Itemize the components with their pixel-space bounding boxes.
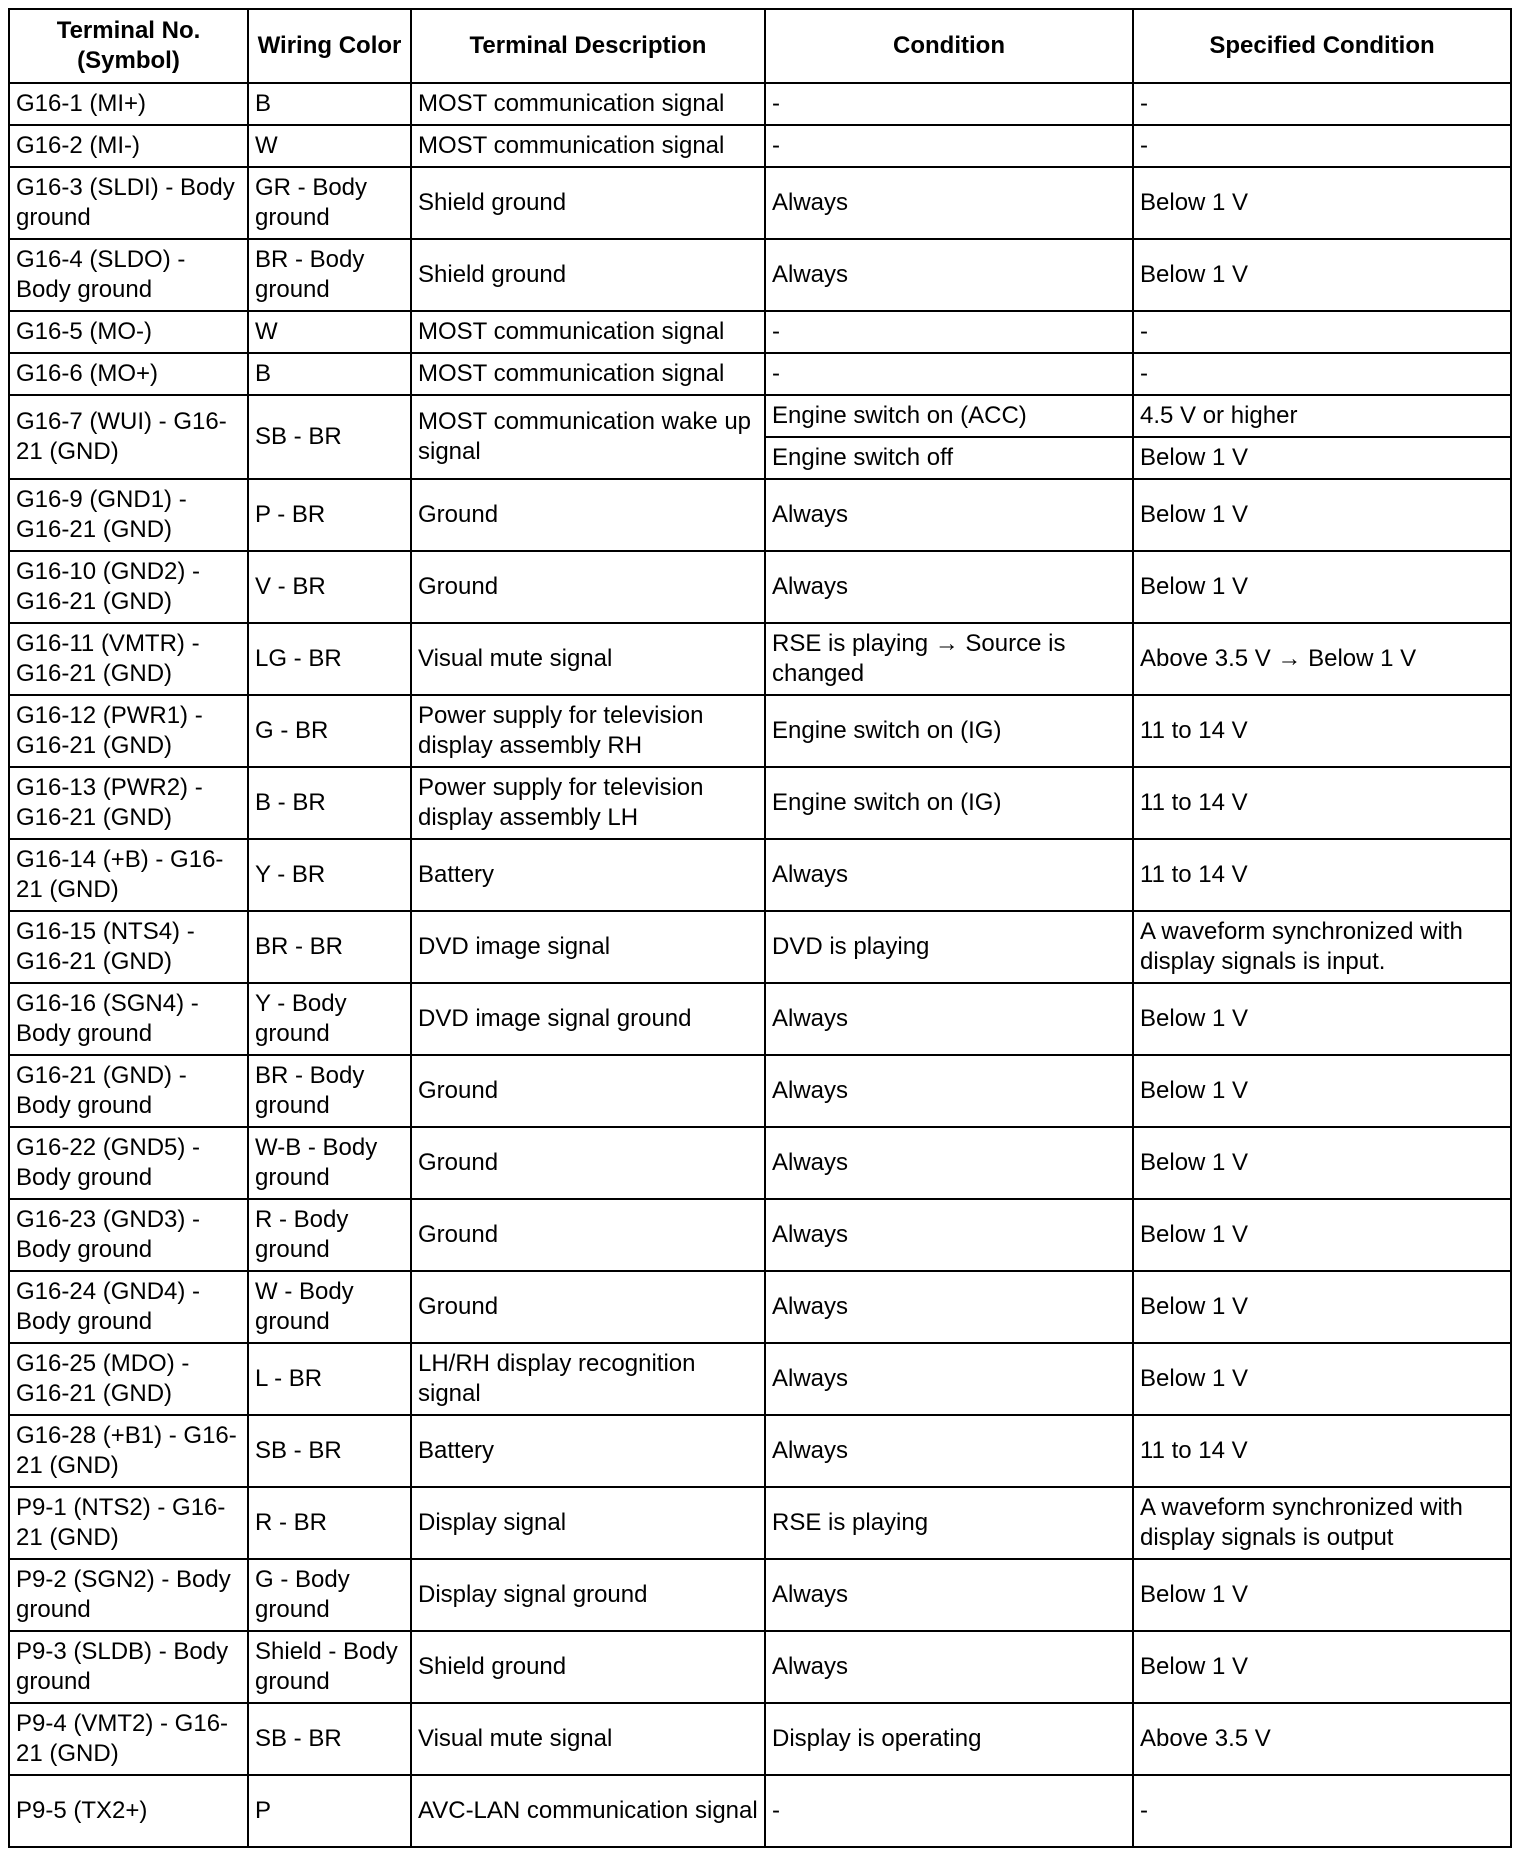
wiring-color-cell: Shield - Body ground	[248, 1631, 411, 1703]
table-row	[9, 83, 1511, 125]
terminal-cell: G16-15 (NTS4) - G16-21 (GND)	[9, 911, 248, 983]
description-cell: Shield ground	[411, 239, 765, 311]
description-cell: AVC-LAN communication signal	[411, 1775, 765, 1847]
wiring-color-cell: GR - Body ground	[248, 167, 411, 239]
specified-cell: 4.5 V or higher	[1133, 395, 1511, 437]
table-row	[9, 1631, 1511, 1703]
condition-cell: Always	[765, 1055, 1133, 1127]
table-row	[9, 395, 1511, 437]
terminal-cell: G16-12 (PWR1) - G16-21 (GND)	[9, 695, 248, 767]
table-row	[9, 1487, 1511, 1559]
terminal-cell: P9-5 (TX2+)	[9, 1775, 248, 1847]
specified-cell: Below 1 V	[1133, 1199, 1511, 1271]
description-cell: Ground	[411, 1127, 765, 1199]
description-cell: MOST communication signal	[411, 353, 765, 395]
table-row	[9, 125, 1511, 167]
terminal-cell: G16-3 (SLDI) - Body ground	[9, 167, 248, 239]
table-row	[9, 1343, 1511, 1415]
wiring-color-cell: W-B - Body ground	[248, 1127, 411, 1199]
wiring-color-cell: W	[248, 125, 411, 167]
terminal-cell: G16-24 (GND4) - Body ground	[9, 1271, 248, 1343]
specified-cell: Above 3.5 V	[1133, 1703, 1511, 1775]
wiring-color-cell: SB - BR	[248, 1415, 411, 1487]
specified-cell: Below 1 V	[1133, 1127, 1511, 1199]
wiring-color-cell: R - BR	[248, 1487, 411, 1559]
condition-cell: Always	[765, 839, 1133, 911]
terminal-cell: P9-2 (SGN2) - Body ground	[9, 1559, 248, 1631]
wiring-color-cell: SB - BR	[248, 1703, 411, 1775]
header-description: Terminal Description	[411, 9, 765, 83]
terminal-cell: G16-11 (VMTR) - G16-21 (GND)	[9, 623, 248, 695]
table-row	[9, 1703, 1511, 1775]
description-cell: Shield ground	[411, 167, 765, 239]
table-row	[9, 479, 1511, 551]
description-cell: LH/RH display recognition signal	[411, 1343, 765, 1415]
table-row	[9, 1199, 1511, 1271]
table-row	[9, 983, 1511, 1055]
wiring-color-cell: BR - Body ground	[248, 1055, 411, 1127]
header-specified: Specified Condition	[1133, 9, 1511, 83]
condition-cell: RSE is playing	[765, 1487, 1133, 1559]
wiring-color-cell: G - BR	[248, 695, 411, 767]
specified-cell: 11 to 14 V	[1133, 1415, 1511, 1487]
condition-cell: -	[765, 125, 1133, 167]
description-cell: Ground	[411, 1199, 765, 1271]
condition-cell: RSE is playing → Source is changed	[765, 623, 1133, 695]
table-row	[9, 1415, 1511, 1487]
header-terminal: Terminal No. (Symbol)	[9, 9, 248, 83]
condition-cell: Always	[765, 1343, 1133, 1415]
terminal-cell: G16-6 (MO+)	[9, 353, 248, 395]
specified-cell: 11 to 14 V	[1133, 767, 1511, 839]
wiring-color-cell: BR - Body ground	[248, 239, 411, 311]
table-row	[9, 695, 1511, 767]
terminal-cell: G16-23 (GND3) - Body ground	[9, 1199, 248, 1271]
description-cell: MOST communication signal	[411, 125, 765, 167]
specified-cell: Below 1 V	[1133, 983, 1511, 1055]
wiring-color-cell: G - Body ground	[248, 1559, 411, 1631]
description-cell: Ground	[411, 479, 765, 551]
terminal-cell: G16-21 (GND) - Body ground	[9, 1055, 248, 1127]
table-row	[9, 911, 1511, 983]
table-row	[9, 167, 1511, 239]
specified-cell: A waveform synchronized with display signals is output	[1133, 1487, 1511, 1559]
description-cell: Battery	[411, 1415, 765, 1487]
terminal-cell: G16-22 (GND5) - Body ground	[9, 1127, 248, 1199]
condition-cell: -	[765, 1775, 1133, 1847]
wiring-color-cell: Y - Body ground	[248, 983, 411, 1055]
condition-cell: -	[765, 353, 1133, 395]
description-cell: Power supply for television display assembly LH	[411, 767, 765, 839]
table-row	[9, 311, 1511, 353]
table-row	[9, 623, 1511, 695]
specified-cell: Below 1 V	[1133, 479, 1511, 551]
terminal-cell: G16-10 (GND2) - G16-21 (GND)	[9, 551, 248, 623]
wiring-color-cell: LG - BR	[248, 623, 411, 695]
terminal-cell: G16-1 (MI+)	[9, 83, 248, 125]
specified-cell: -	[1133, 125, 1511, 167]
description-cell: Visual mute signal	[411, 623, 765, 695]
table-row	[9, 239, 1511, 311]
terminal-cell: G16-4 (SLDO) - Body ground	[9, 239, 248, 311]
specified-cell: -	[1133, 311, 1511, 353]
description-cell: MOST communication signal	[411, 83, 765, 125]
wiring-color-cell: SB - BR	[248, 395, 411, 479]
condition-cell: Always	[765, 1127, 1133, 1199]
description-cell: MOST communication signal	[411, 311, 765, 353]
description-cell: Ground	[411, 1271, 765, 1343]
condition-cell: Always	[765, 1415, 1133, 1487]
wiring-color-cell: B - BR	[248, 767, 411, 839]
specified-cell: -	[1133, 83, 1511, 125]
wiring-color-cell: R - Body ground	[248, 1199, 411, 1271]
condition-cell: Always	[765, 1271, 1133, 1343]
header-row	[9, 9, 1511, 83]
description-cell: DVD image signal	[411, 911, 765, 983]
specified-cell: Below 1 V	[1133, 551, 1511, 623]
table-row	[9, 353, 1511, 395]
wiring-color-cell: V - BR	[248, 551, 411, 623]
specified-cell: 11 to 14 V	[1133, 695, 1511, 767]
wiring-color-cell: Y - BR	[248, 839, 411, 911]
description-cell: Display signal ground	[411, 1559, 765, 1631]
table-row	[9, 1127, 1511, 1199]
header-wiring-color: Wiring Color	[248, 9, 411, 83]
terminal-cell: P9-3 (SLDB) - Body ground	[9, 1631, 248, 1703]
description-cell: Battery	[411, 839, 765, 911]
condition-cell: -	[765, 311, 1133, 353]
table-row	[9, 767, 1511, 839]
condition-cell: Always	[765, 239, 1133, 311]
wiring-color-cell: P	[248, 1775, 411, 1847]
table-row	[9, 1775, 1511, 1847]
condition-cell: Engine switch on (IG)	[765, 695, 1133, 767]
condition-cell: Engine switch off	[765, 437, 1133, 479]
terminal-cell: G16-28 (+B1) - G16-21 (GND)	[9, 1415, 248, 1487]
table-row	[9, 1055, 1511, 1127]
specified-cell: Below 1 V	[1133, 437, 1511, 479]
wiring-color-cell: W - Body ground	[248, 1271, 411, 1343]
description-cell: DVD image signal ground	[411, 983, 765, 1055]
description-cell: MOST communication wake up signal	[411, 395, 765, 479]
condition-cell: Always	[765, 167, 1133, 239]
wiring-color-cell: B	[248, 83, 411, 125]
condition-cell: Always	[765, 1199, 1133, 1271]
wiring-color-cell: L - BR	[248, 1343, 411, 1415]
condition-cell: Always	[765, 479, 1133, 551]
terminal-cell: G16-7 (WUI) - G16-21 (GND)	[9, 395, 248, 479]
specified-cell: Below 1 V	[1133, 1055, 1511, 1127]
specified-cell: 11 to 14 V	[1133, 839, 1511, 911]
description-cell: Power supply for television display assembly RH	[411, 695, 765, 767]
description-cell: Display signal	[411, 1487, 765, 1559]
specified-cell: -	[1133, 353, 1511, 395]
wiring-color-cell: BR - BR	[248, 911, 411, 983]
specified-cell: A waveform synchronized with display signals is input.	[1133, 911, 1511, 983]
specified-cell: Below 1 V	[1133, 1343, 1511, 1415]
description-cell: Visual mute signal	[411, 1703, 765, 1775]
condition-cell: Engine switch on (IG)	[765, 767, 1133, 839]
description-cell: Ground	[411, 551, 765, 623]
table-row	[9, 1271, 1511, 1343]
table-row	[9, 839, 1511, 911]
terminal-cell: P9-1 (NTS2) - G16-21 (GND)	[9, 1487, 248, 1559]
wiring-color-cell: B	[248, 353, 411, 395]
wiring-color-cell: P - BR	[248, 479, 411, 551]
specified-cell: Below 1 V	[1133, 167, 1511, 239]
specified-cell: Below 1 V	[1133, 1271, 1511, 1343]
terminal-cell: G16-9 (GND1) - G16-21 (GND)	[9, 479, 248, 551]
condition-cell: Engine switch on (ACC)	[765, 395, 1133, 437]
description-cell: Ground	[411, 1055, 765, 1127]
terminal-cell: G16-13 (PWR2) - G16-21 (GND)	[9, 767, 248, 839]
description-cell: Shield ground	[411, 1631, 765, 1703]
specified-cell: Below 1 V	[1133, 239, 1511, 311]
condition-cell: DVD is playing	[765, 911, 1133, 983]
terminal-cell: G16-25 (MDO) - G16-21 (GND)	[9, 1343, 248, 1415]
wiring-color-cell: W	[248, 311, 411, 353]
condition-cell: -	[765, 83, 1133, 125]
condition-cell: Always	[765, 1559, 1133, 1631]
terminal-cell: G16-16 (SGN4) - Body ground	[9, 983, 248, 1055]
specified-cell: -	[1133, 1775, 1511, 1847]
terminal-cell: G16-2 (MI-)	[9, 125, 248, 167]
condition-cell: Always	[765, 551, 1133, 623]
condition-cell: Always	[765, 1631, 1133, 1703]
specified-cell: Below 1 V	[1133, 1631, 1511, 1703]
header-condition: Condition	[765, 9, 1133, 83]
table-row	[9, 551, 1511, 623]
specified-cell: Above 3.5 V → Below 1 V	[1133, 623, 1511, 695]
terminal-cell: G16-5 (MO-)	[9, 311, 248, 353]
terminal-table	[8, 8, 1512, 1848]
condition-cell: Display is operating	[765, 1703, 1133, 1775]
terminal-cell: G16-14 (+B) - G16-21 (GND)	[9, 839, 248, 911]
table-row	[9, 1559, 1511, 1631]
terminal-cell: P9-4 (VMT2) - G16-21 (GND)	[9, 1703, 248, 1775]
specified-cell: Below 1 V	[1133, 1559, 1511, 1631]
condition-cell: Always	[765, 983, 1133, 1055]
